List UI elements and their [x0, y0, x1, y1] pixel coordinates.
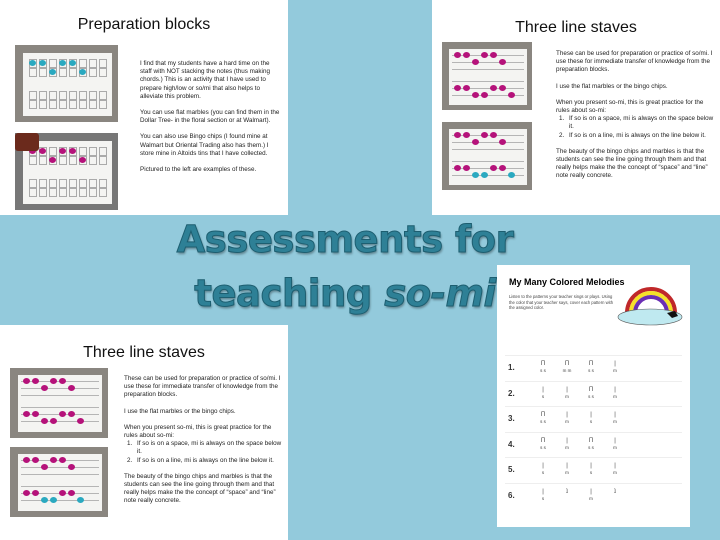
marker-dot: [481, 92, 488, 98]
solfege-label: s s: [588, 368, 594, 373]
staves-text: [124, 375, 284, 514]
marker-dot: [454, 132, 461, 138]
rhythm-symbol: |: [566, 463, 568, 469]
block-square: [99, 156, 107, 165]
marker-dot: [41, 464, 48, 470]
marker-dot: [32, 378, 39, 384]
rhythm-symbol: Π: [588, 361, 594, 367]
marker-dot: [59, 411, 66, 417]
rhythm-beat: [607, 360, 623, 373]
block-square: [69, 179, 77, 188]
solfege-label: s s: [540, 368, 546, 373]
staff-chips-photo: [10, 368, 108, 438]
marker-dot: [463, 85, 470, 91]
staff-line: [452, 161, 523, 162]
block-square: [89, 147, 97, 156]
marker-dot: [77, 418, 84, 424]
marker-dot: [472, 139, 479, 145]
staff-mixed-photo: [442, 122, 532, 190]
block-square: [99, 100, 107, 109]
block-square: [79, 91, 87, 100]
three-line-staves-panel-top: [432, 0, 720, 215]
marker-dot: [472, 59, 479, 65]
marker-dot: [481, 172, 488, 178]
block-square: [89, 91, 97, 100]
marker-dot: [68, 490, 75, 496]
block-square: [49, 188, 57, 197]
preparation-text: [140, 60, 282, 182]
worksheet-row: [505, 457, 682, 482]
marker-dot: [490, 85, 497, 91]
marker-dot: [23, 490, 30, 496]
marker-dot: [499, 85, 506, 91]
staff-mixed-photo: [10, 447, 108, 517]
rhythm-symbol: ʇ: [566, 488, 568, 495]
block-square: [39, 179, 47, 188]
rhythm-symbol: |: [614, 463, 616, 469]
staff-line: [452, 142, 523, 143]
worksheet-row: [505, 381, 682, 406]
paragraph: When you present so-mi, this is great practice for the rules about so-mi:: [124, 423, 272, 440]
block-square: [69, 100, 77, 109]
worksheet-title: My Many Colored Melodies: [509, 277, 625, 287]
block-square: [29, 179, 37, 188]
solfege-label: s s: [588, 393, 594, 399]
block-square: [79, 59, 87, 68]
rhythm-beat: [559, 386, 575, 399]
marker-dot: [41, 497, 48, 503]
block-square: [69, 91, 77, 100]
rhythm-beat: [559, 360, 575, 373]
rules-list: [134, 440, 284, 465]
rhythm-symbol: Π: [540, 412, 546, 418]
worksheet-instructions: Listen to the patterns your teacher sings or plays. Using the color that your teacher says, cover each pattern with the assigned color.: [509, 294, 614, 310]
solfege-label: m: [589, 495, 593, 501]
marker-dot: [481, 132, 488, 138]
solfege-label: s: [541, 495, 545, 501]
worksheet-row: [505, 406, 682, 431]
marker-dot: [454, 52, 461, 58]
paragraph: I use the flat marbles or the bingo chips.: [124, 407, 236, 415]
rhythm-beat: [535, 488, 551, 501]
paragraph: I use the flat marbles or the bingo chips.: [556, 82, 668, 90]
block-square: [49, 100, 57, 109]
marker-dot: [50, 457, 57, 463]
solfege-label: m m: [562, 368, 572, 373]
paragraph: Pictured to the left are examples of these.: [140, 166, 257, 174]
marker-dot: [50, 418, 57, 424]
main-title-line2: [150, 272, 540, 315]
row-number: 1.: [508, 363, 515, 372]
rhythm-beat: [607, 462, 623, 475]
rhythm-symbol: |: [614, 412, 616, 418]
rhythm-beat: [583, 462, 599, 475]
rhythm-symbol: |: [566, 437, 568, 444]
title-italic: so-mi: [384, 272, 496, 315]
staff-line: [452, 81, 523, 82]
worksheet-row: [505, 355, 682, 380]
marker-dot: [490, 132, 497, 138]
rule: 2. If so is on a line, mi is always on the line below it.: [134, 457, 284, 465]
marker-dot: [59, 60, 66, 66]
marbles-blocks-photo: [15, 45, 118, 122]
rainbow-cloud-icon: [615, 277, 685, 327]
rhythm-symbol: Π: [540, 361, 546, 367]
block-square: [59, 179, 67, 188]
marker-dot: [50, 378, 57, 384]
solfege-label: m: [565, 444, 569, 450]
rhythm-beat: [607, 488, 623, 496]
paragraph: I find that my students have a hard time on the staff with NOT stacking the notes (thus making chords.) This is an activity that I have used to prepare high/low or so/mi that also helps to alleviate this problem.: [140, 60, 270, 100]
marker-dot: [59, 457, 66, 463]
block-square: [99, 188, 107, 197]
marker-dot: [68, 464, 75, 470]
paragraph: These can be used for preparation or practice of so/mi. I use these for immediate transfer of knowledge from the preparation blocks.: [124, 375, 281, 399]
marker-dot: [472, 172, 479, 178]
block-square: [39, 156, 47, 165]
marker-dot: [32, 411, 39, 417]
marker-dot: [59, 378, 66, 384]
worksheet-row: [505, 432, 682, 457]
solfege-label: m: [565, 393, 569, 399]
block-square: [79, 188, 87, 197]
rhythm-symbol: |: [590, 412, 592, 418]
staff-line: [21, 395, 99, 396]
rhythm-beat: [559, 462, 575, 475]
marker-dot: [508, 172, 515, 178]
solfege-label: s: [541, 470, 545, 475]
marker-dot: [32, 490, 39, 496]
rhythm-beat: [583, 488, 599, 501]
marker-dot: [49, 69, 56, 75]
marker-dot: [68, 385, 75, 391]
staff-line: [452, 69, 523, 70]
marker-dot: [454, 165, 461, 171]
block-square: [79, 100, 87, 109]
rhythm-beat: [535, 437, 551, 450]
rhythm-symbol: |: [566, 386, 568, 393]
rhythm-symbol: Π: [540, 437, 546, 444]
staff-line: [21, 421, 99, 422]
rhythm-symbol: Π: [588, 386, 594, 393]
block-square: [49, 179, 57, 188]
marker-dot: [69, 148, 76, 154]
solfege-label: s s: [588, 444, 594, 450]
main-title-line1: Assessments for: [176, 218, 514, 261]
block-square: [49, 91, 57, 100]
marker-dot: [499, 139, 506, 145]
staff-chips-photo: [442, 42, 532, 110]
rhythm-symbol: ʇ: [614, 488, 616, 495]
marker-dot: [23, 378, 30, 384]
marker-dot: [49, 157, 56, 163]
rhythm-symbol: Π: [564, 361, 570, 367]
block-square: [39, 188, 47, 197]
solfege-label: m: [613, 470, 617, 475]
staff-line: [21, 474, 99, 475]
marker-dot: [499, 165, 506, 171]
block-square: [99, 59, 107, 68]
block-square: [69, 156, 77, 165]
block-square: [59, 91, 67, 100]
rhythm-beat: [607, 411, 623, 424]
rhythm-beat: [535, 411, 551, 424]
block-square: [89, 100, 97, 109]
staff-line: [21, 500, 99, 501]
solfege-label: m: [613, 419, 617, 424]
marker-dot: [29, 60, 36, 66]
paragraph: These can be used for preparation or practice of so/mi. I use these for immediate transfer of knowledge from the preparation blocks.: [556, 50, 713, 74]
staff-line: [21, 467, 99, 468]
marker-dot: [508, 92, 515, 98]
marker-dot: [463, 132, 470, 138]
rhythm-beat: [607, 386, 623, 399]
solfege-label: s: [541, 393, 545, 399]
worksheet-row: [505, 483, 682, 508]
rhythm-symbol: |: [542, 488, 544, 495]
rhythm-symbol: |: [590, 463, 592, 469]
rhythm-beat: [559, 411, 575, 424]
rule: 2. If so is on a line, mi is always on the line below it.: [566, 132, 716, 140]
block-square: [99, 179, 107, 188]
block-square: [39, 68, 47, 77]
block-square: [69, 188, 77, 197]
staff-line: [452, 62, 523, 63]
block-square: [49, 59, 57, 68]
solfege-label: m: [565, 419, 569, 424]
block-square: [39, 100, 47, 109]
marker-dot: [32, 457, 39, 463]
solfege-label: m: [613, 368, 617, 373]
rhythm-beat: [583, 411, 599, 424]
rhythm-beat: [583, 360, 599, 373]
block-square: [59, 156, 67, 165]
block-square: [29, 68, 37, 77]
paragraph: The beauty of the bingo chips and marbles is that the students can see the line going through them and that really helps make the the concept of “space” and “line” note really concrete.: [124, 472, 276, 505]
row-number: 6.: [508, 490, 515, 500]
row-number: 5.: [508, 465, 515, 474]
panel-title: Preparation blocks: [77, 16, 211, 33]
marker-dot: [490, 52, 497, 58]
panel-title: Three line staves: [515, 19, 637, 36]
solfege-label: m: [565, 470, 569, 475]
preparation-blocks-panel: [0, 0, 288, 215]
rhythm-beat: [559, 437, 575, 450]
marker-dot: [41, 418, 48, 424]
block-square: [89, 179, 97, 188]
staff-line: [21, 388, 99, 389]
marker-dot: [59, 148, 66, 154]
rhythm-beat: [535, 386, 551, 399]
block-square: [59, 188, 67, 197]
block-square: [29, 91, 37, 100]
marker-dot: [481, 52, 488, 58]
block-square: [89, 156, 97, 165]
panel-title: Three line staves: [83, 344, 205, 361]
block-square: [79, 147, 87, 156]
rhythm-symbol: |: [614, 361, 616, 367]
block-square: [49, 147, 57, 156]
row-number: 2.: [508, 388, 515, 398]
staves-text: [556, 50, 716, 189]
paragraph: You can also use Bingo chips (I found mine at Walmart but Oriental Trading also has them.) I store mine in Altoids tins that I have collected.: [140, 133, 269, 157]
marker-dot: [41, 385, 48, 391]
rhythm-symbol: |: [566, 412, 568, 418]
rhythm-symbol: |: [542, 386, 544, 393]
worksheet: [497, 265, 690, 527]
rhythm-beat: [583, 386, 599, 399]
block-square: [89, 68, 97, 77]
three-line-staves-panel-bottom: [0, 325, 288, 540]
solfege-label: s s: [540, 444, 546, 450]
marker-dot: [39, 148, 46, 154]
marker-dot: [79, 157, 86, 163]
rhythm-symbol: |: [590, 488, 592, 495]
block-square: [99, 147, 107, 156]
marker-dot: [490, 165, 497, 171]
marker-dot: [79, 69, 86, 75]
marker-dot: [50, 497, 57, 503]
solfege-label: s: [589, 470, 593, 475]
solfege-label: s s: [540, 419, 546, 424]
block-square: [89, 188, 97, 197]
marker-dot: [69, 60, 76, 66]
rule: 1. If so is on a space, mi is always on the space below it.: [566, 115, 716, 131]
marker-dot: [23, 457, 30, 463]
block-square: [79, 179, 87, 188]
rhythm-symbol: |: [614, 386, 616, 393]
rhythm-beat: [535, 462, 551, 475]
block-square: [29, 156, 37, 165]
block-square: [59, 68, 67, 77]
paragraph: The beauty of the bingo chips and marbles is that the students can see the line going through them and that really helps make the the concept of “space” and “line” note really concrete.: [556, 147, 708, 180]
row-number: 3.: [508, 414, 515, 423]
paragraph: When you present so-mi, this is great practice for the rules about so-mi:: [556, 98, 704, 115]
marker-dot: [59, 490, 66, 496]
block-square: [59, 100, 67, 109]
rhythm-symbol: |: [614, 437, 616, 444]
rhythm-symbol: Π: [588, 437, 594, 444]
block-square: [29, 188, 37, 197]
staff-line: [452, 149, 523, 150]
solfege-label: m: [613, 444, 617, 450]
marker-dot: [68, 411, 75, 417]
title-text: teaching: [194, 272, 385, 315]
row-number: 4.: [508, 439, 515, 449]
marker-dot: [463, 52, 470, 58]
rule: 1. If so is on a space, mi is always on the space below it.: [134, 440, 284, 456]
rhythm-symbol: |: [542, 463, 544, 469]
block-square: [29, 100, 37, 109]
paragraph: You can use flat marbles (you can find them in the Dollar Tree- in the floral section or at Walmart).: [140, 109, 280, 125]
bingo-chips-blocks-photo: [15, 133, 118, 210]
block-square: [99, 91, 107, 100]
block-square: [89, 59, 97, 68]
solfege-label: s: [589, 419, 593, 424]
block-square: [39, 91, 47, 100]
staff-line: [21, 407, 99, 408]
block-square: [99, 68, 107, 77]
marker-dot: [77, 497, 84, 503]
marker-dot: [454, 85, 461, 91]
rhythm-beat: [535, 360, 551, 373]
rhythm-beat: [559, 488, 575, 496]
rhythm-beat: [583, 437, 599, 450]
solfege-label: m: [613, 393, 617, 399]
block-square: [69, 68, 77, 77]
marker-dot: [23, 411, 30, 417]
marker-dot: [499, 59, 506, 65]
marker-dot: [463, 165, 470, 171]
altoids-tin: [15, 133, 39, 151]
rules-list: [566, 115, 716, 140]
marker-dot: [39, 60, 46, 66]
rhythm-beat: [607, 437, 623, 450]
staff-line: [21, 486, 99, 487]
marker-dot: [472, 92, 479, 98]
